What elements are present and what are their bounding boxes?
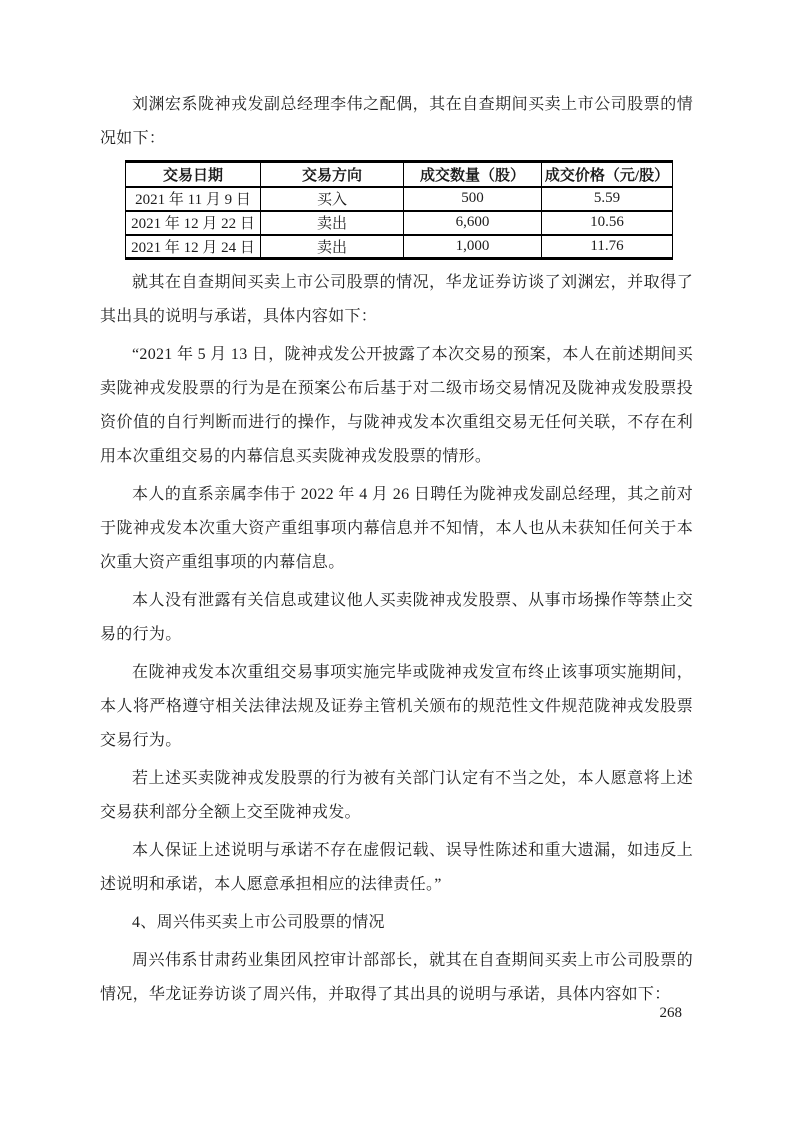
cell-trade-direction: 卖出 [261, 235, 404, 259]
trade-table-header-volume: 成交数量（股） [404, 162, 542, 187]
cell-trade-direction: 卖出 [261, 211, 404, 235]
table-row [126, 235, 673, 259]
paragraph-statement-guarantee: 本人保证上述说明与承诺不存在虚假记载、误导性陈述和重大遗漏，如违反上述说明和承诺，本人愿意承担相应的法律责任。” [100, 842, 693, 893]
section-heading-4: 4、周兴伟买卖上市公司股票的情况 [132, 914, 385, 931]
cell-trade-volume: 6,600 [404, 211, 542, 235]
paragraph-zhouxingwei-intro: 周兴伟系甘肃药业集团风控审计部部长，就其在自查期间买卖上市公司股票的情况，华龙证券访谈了周兴伟，并取得了其出具的说明与承诺，具体内容如下： [100, 952, 693, 1003]
table-row [126, 187, 673, 211]
trade-table-header-date: 交易日期 [126, 162, 261, 187]
trade-table-header-direction: 交易方向 [261, 162, 404, 187]
cell-trade-date: 2021 年 12 月 22 日 [126, 211, 261, 235]
page-content [100, 88, 693, 1016]
cell-trade-volume: 1,000 [404, 235, 542, 259]
trade-table-header-price: 成交价格（元/股） [542, 162, 673, 187]
cell-trade-volume: 500 [404, 187, 542, 211]
trade-table-header-row [126, 162, 673, 187]
paragraph-statement-disclosure: “2021 年 5 月 13 日，陇神戎发公开披露了本次交易的预案，本人在前述期间买卖陇神戎发股票的行为是在预案公布后基于对二级市场交易情况及陇神戎发股票投资价值的自行判断而进行的操作，与陇神戎发本次重组交易无任何关联，不存在利用本次重组交易的内幕信息买卖陇神戎发股票的情形。 [100, 346, 693, 465]
page-number: 268 [659, 1005, 682, 1021]
cell-trade-date: 2021 年 11 月 9 日 [126, 187, 261, 211]
cell-trade-price: 10.56 [542, 211, 673, 235]
cell-trade-date: 2021 年 12 月 24 日 [126, 235, 261, 259]
paragraph-interview-intro: 就其在自查期间买卖上市公司股票的情况，华龙证券访谈了刘渊宏，并取得了其出具的说明与承诺，具体内容如下： [100, 274, 693, 325]
paragraph-statement-profit-surrender: 若上述买卖陇神戎发股票的行为被有关部门认定有不当之处，本人愿意将上述交易获利部分全额上交至陇神戎发。 [100, 770, 693, 821]
table-row [126, 211, 673, 235]
paragraph-intro-liuyuanhong: 刘渊宏系陇神戎发副总经理李伟之配偶，其在自查期间买卖上市公司股票的情况如下： [100, 96, 693, 147]
cell-trade-direction: 买入 [261, 187, 404, 211]
trade-table [125, 160, 673, 260]
paragraph-statement-compliance: 在陇神戎发本次重组交易事项实施完毕或陇神戎发宣布终止该事项实施期间，本人将严格遵守相关法律法规及证券主管机关颁布的规范性文件规范陇神戎发股票交易行为。 [100, 664, 693, 749]
paragraph-statement-relative: 本人的直系亲属李伟于 2022 年 4 月 26 日聘任为陇神戎发副总经理，其之前对于陇神戎发本次重大资产重组事项内幕信息并不知情，本人也从未获知任何关于本次重大资产重组事项的内幕信息。 [100, 486, 693, 571]
cell-trade-price: 11.76 [542, 235, 673, 259]
paragraph-statement-no-leak: 本人没有泄露有关信息或建议他人买卖陇神戎发股票、从事市场操作等禁止交易的行为。 [100, 592, 693, 643]
cell-trade-price: 5.59 [542, 187, 673, 211]
